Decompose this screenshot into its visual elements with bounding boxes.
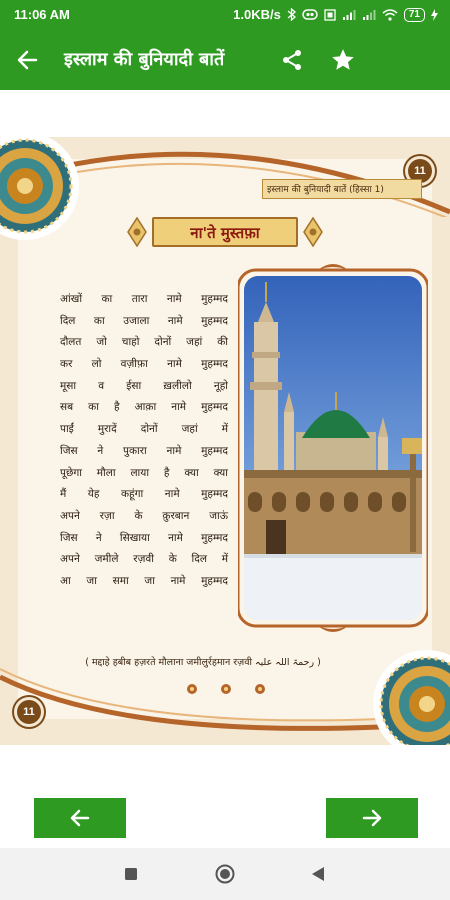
poem-line: अपने जमीले रज़वी के दिल में <box>60 553 228 566</box>
app-bar <box>0 30 450 90</box>
poem-line: मूसा व ईसा ख़लीलो नूहो <box>60 379 228 392</box>
signal-icon <box>342 9 356 21</box>
battery-level: 71 <box>404 8 425 22</box>
app-title: इस्लाम की बुनियादी बातें <box>64 49 225 70</box>
triangle-back-icon[interactable] <box>311 866 325 882</box>
charging-icon <box>431 9 438 21</box>
vowifi-icon <box>302 9 318 20</box>
banner-left-ornament <box>126 215 148 249</box>
square-icon[interactable] <box>124 867 138 881</box>
star-icon[interactable] <box>330 47 356 73</box>
banner-right-ornament <box>302 215 324 249</box>
page-header-ribbon: इस्लाम की बुनियादी बातें (हिस्सा 1) <box>262 179 422 199</box>
page-number-bottom: 11 <box>17 700 41 724</box>
poem-line: आ जा समा जा नामे मुहम्मद <box>60 574 228 587</box>
poem-line: दिल का उजाला नामे मुहम्मद <box>60 314 228 327</box>
status-icons <box>233 7 438 22</box>
poem-line: अपने रज़ा के क़ुरबान जाऊं <box>60 509 228 522</box>
wifi-icon <box>382 9 398 21</box>
arrow-left-icon <box>67 805 93 831</box>
page-number-top: 11 <box>408 159 432 183</box>
share-icon[interactable] <box>280 48 304 72</box>
network-speed: 1.0KB/s <box>233 7 281 22</box>
book-page[interactable] <box>0 137 450 745</box>
status-time: 11:06 AM <box>14 7 70 22</box>
poem-line: दौलत जो चाहो दोनों जहां की <box>60 336 228 349</box>
system-navigation-bar <box>0 848 450 900</box>
poem-line: पूछेगा मौला लाया है क्या क्या <box>60 466 228 479</box>
poem-text <box>60 289 228 593</box>
bluetooth-icon <box>287 8 296 21</box>
page-heading: ना'ते मुस्तफ़ा <box>152 217 298 247</box>
poem-line: सब का है आक़ा नामे मुहम्मद <box>60 401 228 414</box>
poem-line: कर लो वज़ीफ़ा नामे मुहम्मद <box>60 358 228 371</box>
poem-line: आंखों का तारा नामे मुहम्मद <box>60 293 228 305</box>
arrow-right-icon <box>359 805 385 831</box>
status-bar <box>0 0 450 30</box>
next-page-button[interactable] <box>326 798 418 838</box>
poem-line: जिस ने सिखाया नामे मुहम्मद <box>60 531 228 544</box>
decorative-dots <box>184 682 268 696</box>
circle-icon[interactable] <box>215 864 235 884</box>
poem-line: पाईं मुरादें दोनों जहां में <box>60 423 228 436</box>
hd-icon <box>324 9 336 21</box>
signal-icon-2 <box>362 9 376 21</box>
poem-line: जिस ने पुकारा नामे मुहम्मद <box>60 444 228 457</box>
mosque-illustration <box>238 262 428 634</box>
poet-credit: ( मद्दाहे हबीब हज़रते मौलाना जमीलुर्रहमान रज़वी رحمۃ اللہ علیہ ) <box>85 657 321 668</box>
arrow-left-icon[interactable] <box>14 46 42 74</box>
poem-line: मैं येह कहूंगा नामे मुहम्मद <box>60 488 228 501</box>
previous-page-button[interactable] <box>34 798 126 838</box>
